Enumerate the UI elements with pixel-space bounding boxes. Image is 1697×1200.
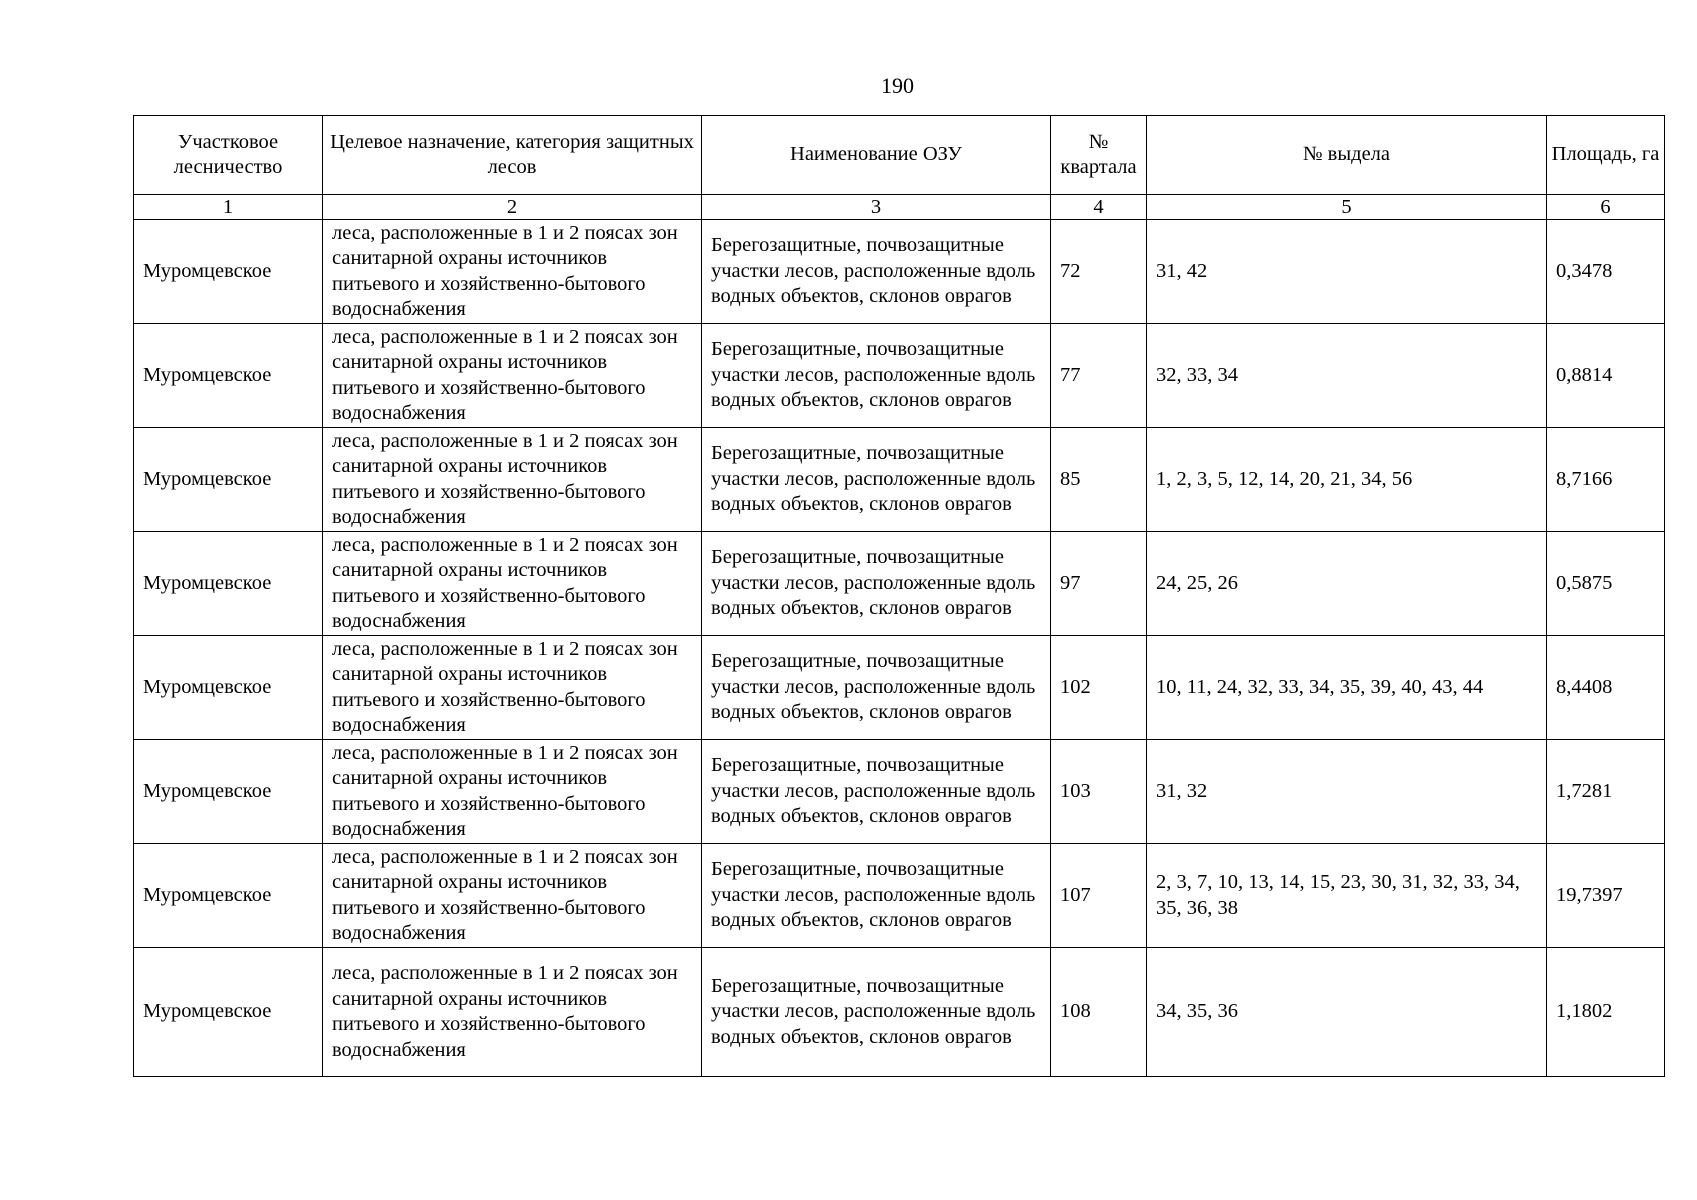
cell-sections: 34, 35, 36 bbox=[1147, 948, 1547, 1077]
cell-area: 1,7281 bbox=[1547, 740, 1665, 844]
header-forestry: Участковое лесничество bbox=[134, 116, 323, 195]
column-number: 5 bbox=[1147, 195, 1547, 220]
column-number-row bbox=[134, 195, 1665, 220]
table-row bbox=[134, 532, 1665, 636]
cell-ozu-name: Берегозащитные, почвозащитные участки лесов, расположенные вдоль водных объектов, склонов оврагов bbox=[702, 636, 1051, 740]
cell-sections: 24, 25, 26 bbox=[1147, 532, 1547, 636]
table-row bbox=[134, 428, 1665, 532]
cell-purpose: леса, расположенные в 1 и 2 поясах зон санитарной охраны источников питьевого и хозяйственно-бытового водоснабжения bbox=[323, 636, 702, 740]
cell-purpose: леса, расположенные в 1 и 2 поясах зон санитарной охраны источников питьевого и хозяйственно-бытового водоснабжения bbox=[323, 740, 702, 844]
table-header-row bbox=[134, 116, 1665, 195]
protective-forest-table bbox=[133, 115, 1665, 1077]
cell-quarter: 77 bbox=[1051, 324, 1147, 428]
cell-area: 0,8814 bbox=[1547, 324, 1665, 428]
cell-area: 1,1802 bbox=[1547, 948, 1665, 1077]
cell-forestry: Муромцевское bbox=[134, 844, 323, 948]
cell-forestry: Муромцевское bbox=[134, 324, 323, 428]
page-number: 190 bbox=[881, 73, 914, 98]
cell-purpose: леса, расположенные в 1 и 2 поясах зон санитарной охраны источников питьевого и хозяйственно-бытового водоснабжения bbox=[323, 844, 702, 948]
cell-purpose: леса, расположенные в 1 и 2 поясах зон санитарной охраны источников питьевого и хозяйственно-бытового водоснабжения bbox=[323, 324, 702, 428]
header-purpose: Целевое назначение, категория защитных лесов bbox=[323, 116, 702, 195]
cell-quarter: 103 bbox=[1051, 740, 1147, 844]
cell-ozu-name: Берегозащитные, почвозащитные участки лесов, расположенные вдоль водных объектов, склонов оврагов bbox=[702, 324, 1051, 428]
cell-sections: 31, 32 bbox=[1147, 740, 1547, 844]
cell-forestry: Муромцевское bbox=[134, 740, 323, 844]
table-row bbox=[134, 220, 1665, 324]
cell-quarter: 107 bbox=[1051, 844, 1147, 948]
cell-ozu-name: Берегозащитные, почвозащитные участки лесов, расположенные вдоль водных объектов, склонов оврагов bbox=[702, 844, 1051, 948]
cell-purpose: леса, расположенные в 1 и 2 поясах зон санитарной охраны источников питьевого и хозяйственно-бытового водоснабжения bbox=[323, 428, 702, 532]
cell-sections: 2, 3, 7, 10, 13, 14, 15, 23, 30, 31, 32, 33, 34, 35, 36, 38 bbox=[1147, 844, 1547, 948]
cell-ozu-name: Берегозащитные, почвозащитные участки лесов, расположенные вдоль водных объектов, склонов оврагов bbox=[702, 220, 1051, 324]
column-number: 4 bbox=[1051, 195, 1147, 220]
table-row bbox=[134, 948, 1665, 1077]
column-number: 6 bbox=[1547, 195, 1665, 220]
cell-sections: 10, 11, 24, 32, 33, 34, 35, 39, 40, 43, 44 bbox=[1147, 636, 1547, 740]
cell-forestry: Муромцевское bbox=[134, 532, 323, 636]
cell-purpose: леса, расположенные в 1 и 2 поясах зон санитарной охраны источников питьевого и хозяйственно-бытового водоснабжения bbox=[323, 532, 702, 636]
cell-quarter: 102 bbox=[1051, 636, 1147, 740]
cell-quarter: 85 bbox=[1051, 428, 1147, 532]
cell-area: 0,5875 bbox=[1547, 532, 1665, 636]
column-number: 2 bbox=[323, 195, 702, 220]
header-sections: № выдела bbox=[1147, 116, 1547, 195]
cell-purpose: леса, расположенные в 1 и 2 поясах зон санитарной охраны источников питьевого и хозяйственно-бытового водоснабжения bbox=[323, 948, 702, 1077]
cell-quarter: 108 bbox=[1051, 948, 1147, 1077]
cell-ozu-name: Берегозащитные, почвозащитные участки лесов, расположенные вдоль водных объектов, склонов оврагов bbox=[702, 948, 1051, 1077]
cell-purpose: леса, расположенные в 1 и 2 поясах зон санитарной охраны источников питьевого и хозяйственно-бытового водоснабжения bbox=[323, 220, 702, 324]
cell-sections: 32, 33, 34 bbox=[1147, 324, 1547, 428]
cell-forestry: Муромцевское bbox=[134, 636, 323, 740]
cell-sections: 31, 42 bbox=[1147, 220, 1547, 324]
column-number: 3 bbox=[702, 195, 1051, 220]
cell-ozu-name: Берегозащитные, почвозащитные участки лесов, расположенные вдоль водных объектов, склонов оврагов bbox=[702, 740, 1051, 844]
header-quarter: № квартала bbox=[1051, 116, 1147, 195]
cell-forestry: Муромцевское bbox=[134, 220, 323, 324]
header-area: Площадь, га bbox=[1547, 116, 1665, 195]
table-row bbox=[134, 740, 1665, 844]
cell-sections: 1, 2, 3, 5, 12, 14, 20, 21, 34, 56 bbox=[1147, 428, 1547, 532]
table-row bbox=[134, 844, 1665, 948]
cell-area: 19,7397 bbox=[1547, 844, 1665, 948]
column-number: 1 bbox=[134, 195, 323, 220]
cell-forestry: Муромцевское bbox=[134, 948, 323, 1077]
cell-area: 8,4408 bbox=[1547, 636, 1665, 740]
table-row bbox=[134, 324, 1665, 428]
cell-quarter: 97 bbox=[1051, 532, 1147, 636]
cell-forestry: Муромцевское bbox=[134, 428, 323, 532]
cell-quarter: 72 bbox=[1051, 220, 1147, 324]
table-row bbox=[134, 636, 1665, 740]
cell-area: 0,3478 bbox=[1547, 220, 1665, 324]
cell-ozu-name: Берегозащитные, почвозащитные участки лесов, расположенные вдоль водных объектов, склонов оврагов bbox=[702, 428, 1051, 532]
header-ozu-name: Наименование ОЗУ bbox=[702, 116, 1051, 195]
cell-ozu-name: Берегозащитные, почвозащитные участки лесов, расположенные вдоль водных объектов, склонов оврагов bbox=[702, 532, 1051, 636]
cell-area: 8,7166 bbox=[1547, 428, 1665, 532]
